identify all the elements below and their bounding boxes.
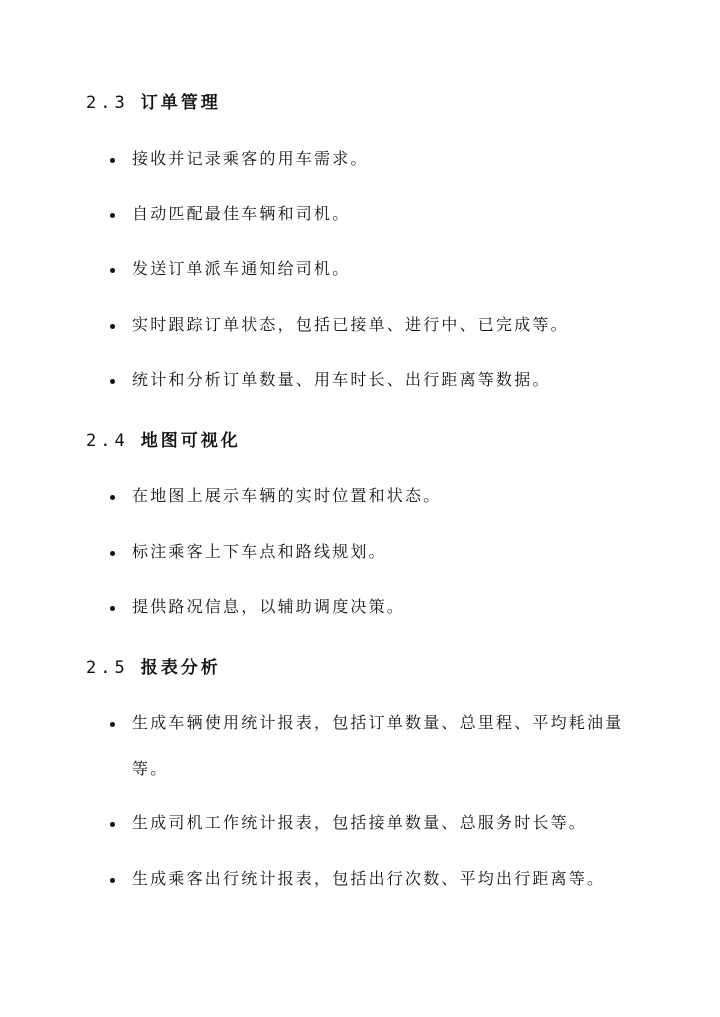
list-item: [110, 800, 630, 846]
list-item: [110, 700, 640, 792]
section-title: 地图可视化: [140, 431, 241, 451]
bullet-icon: [110, 822, 115, 827]
list-item: [110, 246, 630, 292]
section-heading-2-3: [86, 88, 221, 113]
list-item-text: 标注乘客上下车点和路线规划。: [132, 542, 387, 561]
list-item-text: 在地图上展示车辆的实时位置和状态。: [132, 486, 442, 505]
list-item: [110, 357, 630, 403]
bullet-icon: [110, 213, 115, 218]
list-item: [110, 302, 630, 348]
list-item-text: 发送订单派车通知给司机。: [132, 259, 351, 278]
list-item: [110, 529, 630, 575]
bullet-icon: [110, 324, 115, 329]
list-item-text: 生成乘客出行统计报表，包括出行次数、平均出行距离等。: [132, 869, 606, 888]
section-title: 订单管理: [140, 93, 221, 113]
bullet-icon: [110, 158, 115, 163]
bullet-icon: [110, 722, 115, 727]
section-heading-2-4: [86, 426, 241, 451]
bullet-icon: [110, 268, 115, 273]
bullet-icon: [110, 379, 115, 384]
list-item-text: 生成车辆使用统计报表，包括订单数量、总里程、平均耗油量等。: [132, 713, 624, 778]
bullet-icon: [110, 878, 115, 883]
section-number: 2.5: [86, 658, 129, 678]
list-item-text: 生成司机工作统计报表，包括接单数量、总服务时长等。: [132, 813, 588, 832]
list-item-text: 提供路况信息，以辅助调度决策。: [132, 597, 406, 616]
bullet-icon: [110, 551, 115, 556]
list-item: [110, 584, 630, 630]
list-item: [110, 136, 630, 182]
list-item: [110, 191, 630, 237]
section-number: 2.4: [86, 431, 129, 451]
section-title: 报表分析: [140, 658, 221, 678]
bullet-icon: [110, 495, 115, 500]
list-item-text: 实时跟踪订单状态，包括已接单、进行中、已完成等。: [132, 315, 569, 334]
section-heading-2-5: [86, 653, 221, 678]
list-item-text: 接收并记录乘客的用车需求。: [132, 149, 369, 168]
list-item: [110, 473, 630, 519]
bullet-icon: [110, 606, 115, 611]
section-number: 2.3: [86, 93, 129, 113]
list-item-text: 统计和分析订单数量、用车时长、出行距离等数据。: [132, 370, 551, 389]
list-item-text: 自动匹配最佳车辆和司机。: [132, 204, 351, 223]
list-item: [110, 856, 630, 902]
